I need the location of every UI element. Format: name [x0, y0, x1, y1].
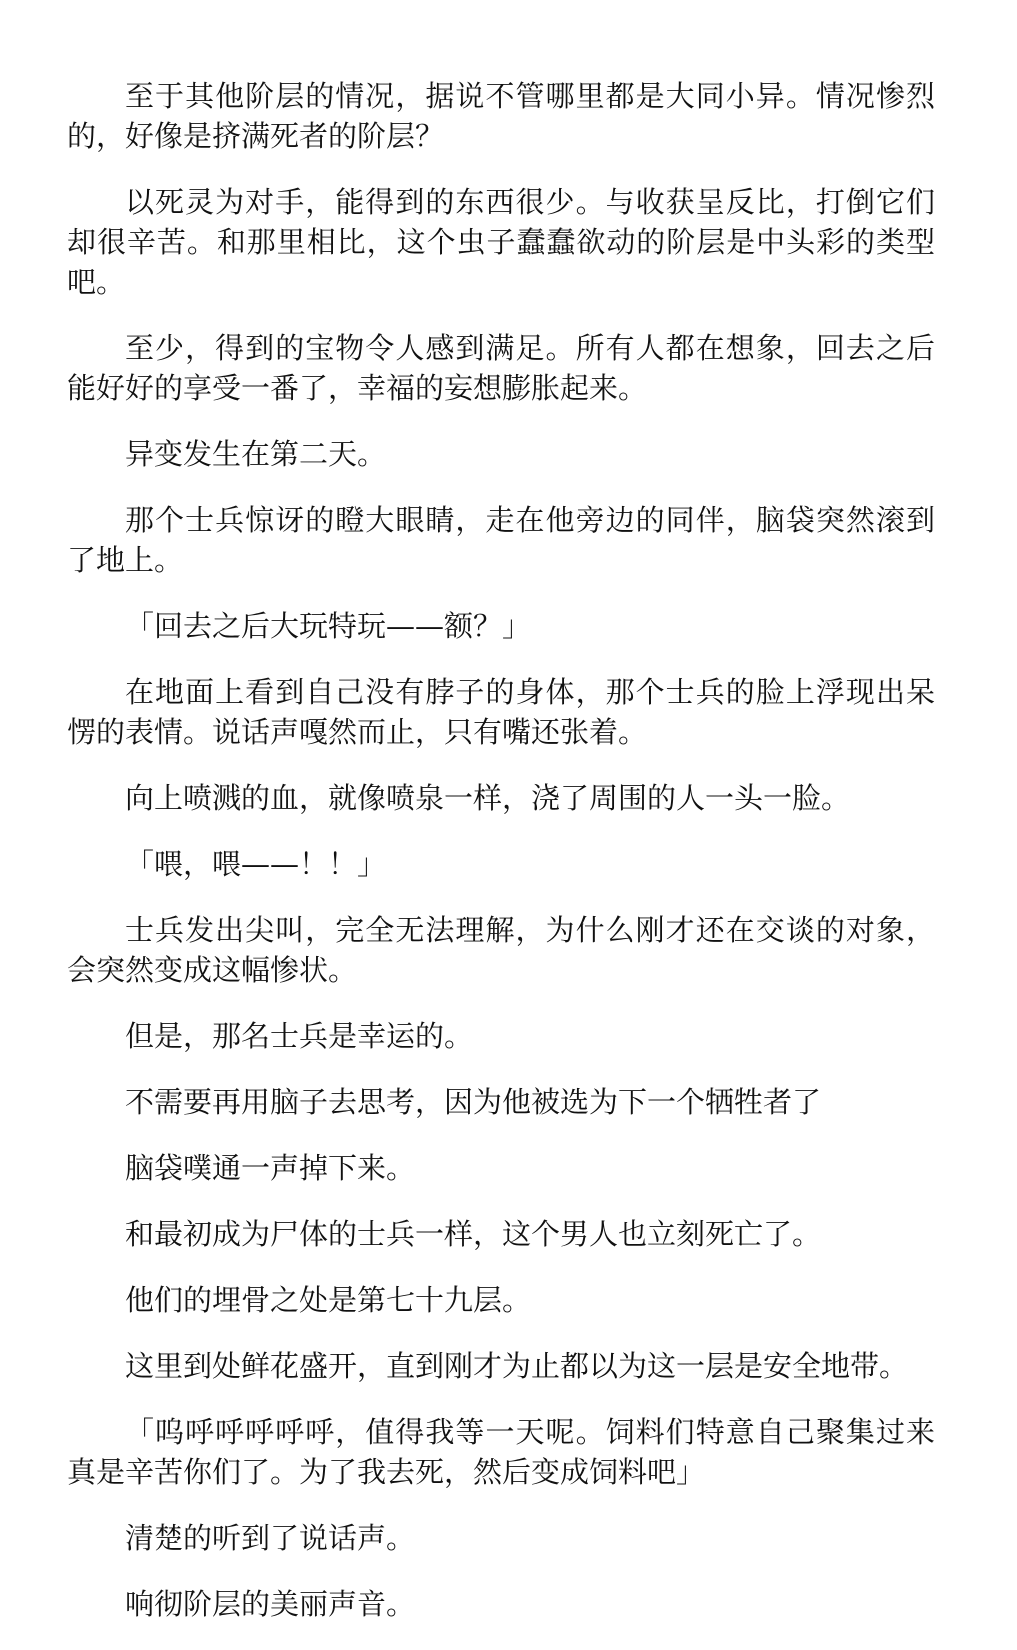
paragraph-6: 「回去之后大玩特玩——额？」 — [125, 609, 532, 643]
paragraph-8: 向上喷溅的血，就像喷泉一样，浇了周围的人一头一脸。 — [125, 781, 851, 815]
paragraph-7: 在地面上看到自己没有脖子的身体，那个士兵的脸上浮现出呆愣的表情。说话声嘎然而止，只有嘴还张着。 — [67, 675, 935, 749]
paragraph-9: 「喂，喂——！！」 — [125, 847, 387, 881]
paragraph-19: 响彻阶层的美丽声音。 — [125, 1587, 416, 1621]
paragraph-15: 他们的埋骨之处是第七十九层。 — [125, 1283, 532, 1317]
document-body — [67, 76, 935, 1650]
paragraph-3: 至少，得到的宝物令人感到满足。所有人都在想象，回去之后能好好的享受一番了，幸福的妄想膨胀起来。 — [67, 331, 935, 405]
paragraph-1: 至于其他阶层的情况，据说不管哪里都是大同小异。情况惨烈的，好像是挤满死者的阶层？ — [67, 79, 935, 153]
paragraph-12: 不需要再用脑子去思考，因为他被选为下一个牺牲者了 — [125, 1085, 822, 1119]
paragraph-2: 以死灵为对手，能得到的东西很少。与收获呈反比，打倒它们却很辛苦。和那里相比，这个虫子蠢蠢欲动的阶层是中头彩的类型吧。 — [67, 185, 935, 299]
paragraph-16: 这里到处鲜花盛开，直到刚才为止都以为这一层是安全地带。 — [125, 1349, 909, 1383]
paragraph-4: 异变发生在第二天。 — [125, 437, 387, 471]
paragraph-10: 士兵发出尖叫，完全无法理解，为什么刚才还在交谈的对象，会突然变成这幅惨状。 — [67, 913, 935, 987]
paragraph-5: 那个士兵惊讶的瞪大眼睛，走在他旁边的同伴，脑袋突然滚到了地上。 — [67, 503, 935, 577]
paragraph-14: 和最初成为尸体的士兵一样，这个男人也立刻死亡了。 — [125, 1217, 822, 1251]
paragraph-18: 清楚的听到了说话声。 — [125, 1521, 416, 1555]
paragraph-11: 但是，那名士兵是幸运的。 — [125, 1019, 474, 1053]
paragraph-13: 脑袋噗通一声掉下来。 — [125, 1151, 416, 1185]
paragraph-17: 「呜呼呼呼呼呼，值得我等一天呢。饲料们特意自己聚集过来真是辛苦你们了。为了我去死，然后变成饲料吧」 — [67, 1415, 935, 1489]
